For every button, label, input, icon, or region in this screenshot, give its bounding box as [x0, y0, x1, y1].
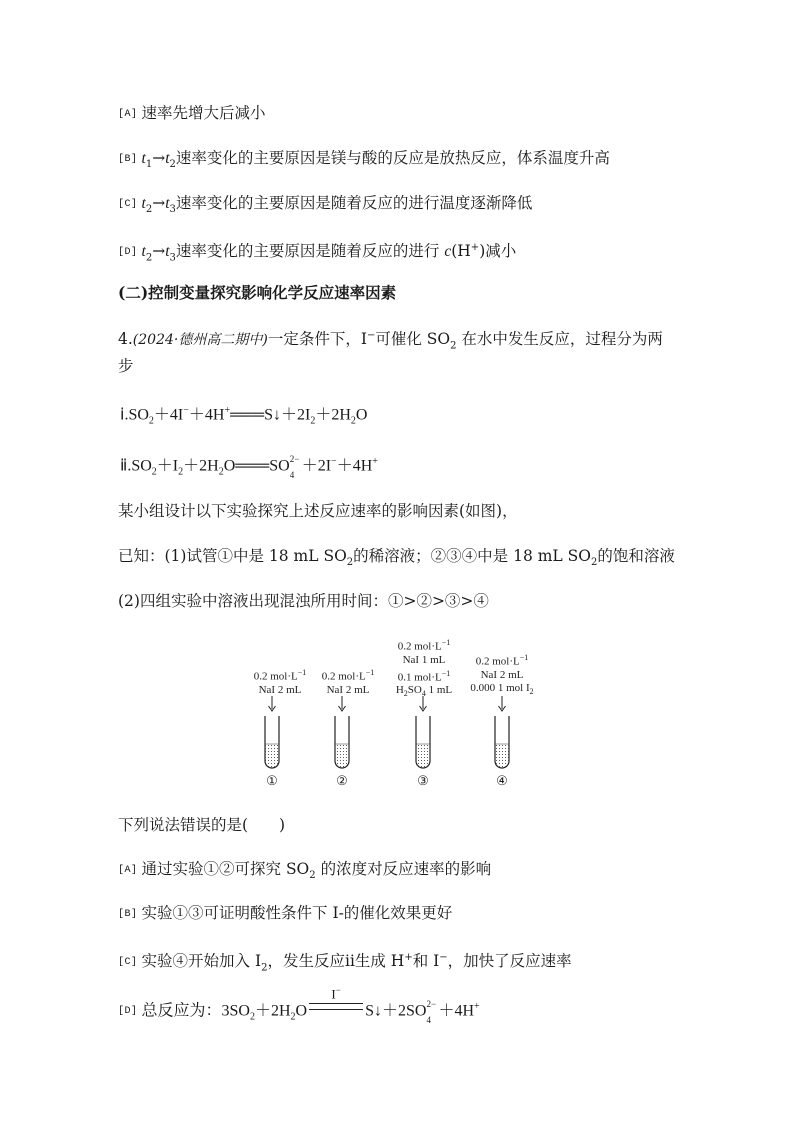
option-tag: [A] [118, 865, 138, 876]
subscript: 2 [309, 870, 316, 882]
superscript: − [366, 330, 376, 341]
text: )减小 [479, 242, 517, 261]
section-heading: (二)控制变量探究影响化学反应速率因素 [118, 283, 397, 302]
subscript: 3 [169, 252, 176, 264]
text: ⅱ.SO [120, 457, 152, 475]
text: NaI 1 mL [402, 653, 446, 666]
text: NaI 2 mL [326, 683, 370, 696]
subscript: 2 [169, 159, 176, 171]
superscript: 2− [426, 999, 437, 1010]
option-tag: [B] [118, 154, 138, 165]
option-text: ＋4H [438, 1002, 475, 1020]
text: 可催化 SO [375, 330, 451, 349]
subscript: 2 [218, 466, 224, 478]
option-tag: [A] [118, 109, 138, 120]
superscript: + [404, 952, 413, 963]
text: (H [451, 242, 471, 261]
superscript: 2− [289, 454, 300, 465]
known-condition-2: (2)四组实验中溶液出现混浊所用时间：①>②>③>④ [118, 592, 489, 610]
option-tag: [C] [118, 957, 138, 969]
subscript: 2 [145, 204, 153, 216]
text: ＋2I [301, 457, 332, 475]
text: ＋I [156, 457, 179, 475]
q4-option-b[interactable] [118, 903, 452, 927]
text: H [395, 684, 404, 697]
superscript: −1 [441, 668, 451, 678]
superscript: −1 [441, 638, 451, 647]
option-tag: [B] [118, 909, 138, 920]
q4-option-d[interactable] [118, 985, 480, 1028]
var-t: t [165, 150, 170, 167]
arrow: → [152, 194, 166, 212]
q4-question: 下列说法错误的是( ) [118, 816, 286, 834]
option-text: 速率变化的主要原因是镁与酸的反应是放热反应，体系温度升高 [175, 149, 610, 167]
catalyst-label [307, 980, 365, 1004]
text: ＋2H [183, 457, 219, 475]
subscript: 2 [145, 252, 153, 264]
subscript: 2 [403, 689, 408, 699]
text: ＋4I [153, 406, 184, 424]
superscript: + [470, 242, 480, 253]
text: O [355, 406, 368, 424]
text: 0.2 mol·L [397, 640, 442, 653]
option-tag: [D] [118, 247, 138, 259]
text: O═══SO [223, 457, 290, 475]
text: 一定条件下，I [267, 330, 367, 349]
catalyst-arrow [307, 985, 365, 1017]
text: ═══S↓＋2I [230, 406, 311, 424]
superscript: + [372, 456, 378, 467]
option-tag: [C] [118, 199, 138, 210]
test-tube-4 [495, 696, 509, 768]
ion-charge [426, 999, 438, 1026]
text: 在水中发生反应，过程分为两 [456, 330, 663, 349]
text: 0.2 mol·L [253, 670, 298, 683]
subscript: 4 [426, 1015, 431, 1026]
text: 的稀溶液；②③④中是 18 mL SO [353, 547, 591, 565]
option-text: O [295, 1002, 308, 1020]
test-tube-2 [335, 696, 349, 768]
superscript: − [331, 456, 337, 467]
option-text: 速率变化的主要原因是随着反应的进行温度逐渐降低 [175, 194, 533, 212]
tube-2-number: ② [336, 773, 348, 788]
var-t: t [141, 150, 146, 167]
tube-3-number: ③ [417, 773, 429, 788]
superscript: + [474, 1001, 480, 1012]
var-t: t [165, 195, 170, 212]
q4-option-a[interactable] [118, 859, 491, 886]
subscript: 4 [289, 470, 295, 481]
option-text: 实验①③可证明酸性条件下 I-的催化效果更好 [141, 904, 453, 922]
question-source: (2024·德州高二期中) [132, 332, 268, 349]
option-text: 通过实验①②可探究 SO [141, 860, 310, 878]
superscript: − [335, 985, 341, 995]
tube-4-number: ④ [496, 773, 508, 788]
option-text: ，发生反应ⅱ生成 H [267, 952, 405, 971]
text: ⅰ.SO [120, 406, 149, 424]
q4-option-c[interactable] [118, 948, 572, 978]
arrow: → [152, 242, 166, 261]
subscript: 2 [450, 340, 457, 352]
subscript: 3 [169, 204, 176, 216]
tube-1-number: ① [266, 773, 278, 788]
option-text: S↓＋2SO [365, 1002, 427, 1020]
option-text: 实验④开始加入 I [141, 952, 262, 971]
subscript: 1 [145, 159, 153, 171]
option-text: ，加快了反应速率 [447, 952, 572, 971]
experiment-design: 某小组设计以下实验探究上述反应速率的影响因素(如图)， [118, 502, 518, 520]
option-text: 和 I [412, 952, 440, 971]
option-text: 总反应为：3SO [141, 1002, 250, 1020]
var-t: t [141, 195, 146, 212]
subscript: 2 [310, 415, 316, 427]
text: 0.000 1 mol I [470, 681, 530, 694]
superscript: −1 [297, 668, 307, 677]
text: NaI 2 mL [258, 683, 302, 696]
arrow: → [152, 149, 166, 167]
subscript: 2 [346, 557, 354, 569]
superscript: −1 [519, 653, 529, 662]
subscript: 2 [529, 686, 534, 696]
superscript: − [183, 405, 189, 416]
text: SO [407, 684, 422, 697]
var-t: t [165, 243, 170, 261]
option-text: 速率变化的主要原因是随着反应的进行 [175, 242, 445, 261]
subscript: 2 [148, 415, 154, 427]
superscript: − [439, 952, 448, 963]
equals-sign [309, 1003, 363, 1010]
question-number: 4. [118, 330, 133, 349]
text: 的饱和溶液 [597, 547, 675, 565]
text: ＋4H [336, 457, 373, 475]
option-text: 的浓度对反应速率的影响 [315, 860, 492, 878]
text: 0.1 mol·L [397, 671, 442, 684]
subscript: 2 [249, 1011, 255, 1023]
superscript: + [224, 405, 231, 416]
subscript: 2 [590, 557, 598, 569]
option-text: 速率先增大后减小 [141, 104, 266, 122]
var-c: c [444, 243, 452, 261]
subscript: 2 [261, 962, 268, 974]
option-text: ＋2H [254, 1002, 291, 1020]
text: I [331, 986, 336, 1002]
text: 0.2 mol·L [475, 655, 520, 668]
text: 1 mL [425, 684, 453, 697]
text: 已知：(1)试管①中是 18 mL SO [118, 547, 347, 565]
option-tag: [D] [118, 1006, 138, 1018]
subscript: 2 [350, 415, 356, 427]
text: ＋4H [188, 406, 225, 424]
subscript: 2 [178, 466, 184, 478]
text: 0.2 mol·L [321, 670, 366, 683]
test-tube-1 [265, 696, 279, 768]
subscript: 4 [421, 689, 426, 699]
superscript: −1 [365, 668, 375, 677]
text: NaI 2 mL [480, 668, 524, 681]
subscript: 2 [290, 1011, 296, 1023]
var-t: t [141, 243, 146, 261]
test-tube-3 [416, 696, 430, 768]
subscript: 2 [151, 466, 157, 478]
text: ＋2H [315, 406, 351, 424]
q4-stem-wrap: 步 [118, 357, 134, 375]
